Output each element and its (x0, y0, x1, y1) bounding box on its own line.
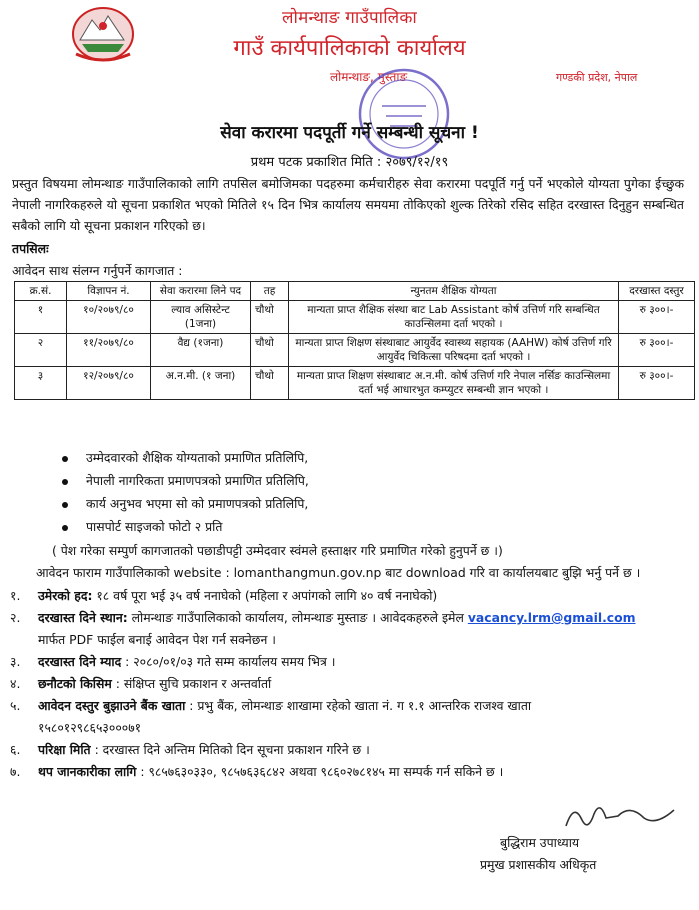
notice-title: सेवा करारमा पदपूर्ती गर्ने सम्बन्धी सूचना ! (220, 123, 479, 143)
detail-item (10, 607, 690, 651)
table-header-row (15, 282, 695, 301)
detail-item (10, 739, 690, 761)
detail-number: २. (10, 610, 21, 625)
list-item (62, 469, 309, 492)
detail-text: लोमन्थाङ गाउँपालिकाको कार्यालय, लोमन्थाङ मुस्ताङ । आवेदकहरुले इमेल (127, 610, 468, 625)
detail-number: ६. (10, 742, 21, 757)
detail-item (10, 761, 690, 783)
detail-label: छनौटको किसिम (38, 676, 112, 691)
row-fee: रु ३००।- (619, 367, 695, 400)
bullet-icon (62, 502, 68, 508)
tapsil-label: तपसिलः (12, 241, 49, 256)
table-row (15, 367, 695, 400)
row-fee: रु ३००।- (619, 301, 695, 334)
detail-label: आवेदन दस्तुर बुझाउने बैंक खाता (38, 698, 186, 713)
list-item (62, 446, 309, 469)
bullet-icon (62, 479, 68, 485)
office-name: गाउँ कार्यपालिकाको कार्यालय (233, 36, 466, 61)
table-row (15, 301, 695, 334)
row-post: वैद्य (१जना) (151, 334, 251, 367)
documents-heading: आवेदन साथ संलग्न गर्नुपर्ने कागजात : (12, 263, 183, 278)
document-text: नेपाली नागरिकता प्रमाणपत्रको प्रमाणित प्रतिलिपि, (86, 473, 309, 488)
row-qualification: मान्यता प्राप्त शिक्षण संस्थाबाट अ.न.मी. कोर्ष उत्तिर्ण गरि नेपाल नर्सिङ काउन्सिलमा दर्ता भई आधारभुत कम्प्युटर सम्बन्धी ज्ञान भएको । (289, 367, 619, 400)
attest-note: ( पेश गरेका सम्पुर्ण कागजातको पछाडीपट्टी उम्मेदवार स्वंमले हस्ताक्षर गरि प्रमाणित गरेको हुनुपर्ने छ ।) (52, 543, 503, 558)
document-text: कार्य अनुभव भएमा सो को प्रमाणपत्रको प्रतिलिपि, (86, 496, 309, 511)
posts-table (14, 281, 695, 400)
detail-text: १८ वर्ष पूरा भई ३५ वर्ष ननाघेको (महिला र अपांगको लागि ४० वर्ष ननाघेको) (92, 588, 438, 603)
detail-label: दरखास्त दिने म्याद (38, 654, 122, 669)
signatory-designation: प्रमुख प्रशासकीय अधिकृत (480, 857, 597, 872)
row-level: चौथो (251, 367, 289, 400)
municipality-name: लोमन्थाङ गाउँपालिका (281, 8, 418, 28)
email-link[interactable]: vacancy.lrm@gmail.com (467, 610, 636, 625)
row-ad-no: ११/२०७९/८० (67, 334, 151, 367)
row-ad-no: १०/२०७९/८० (67, 301, 151, 334)
header-qualification: न्युनतम शैक्षिक योग्यता (289, 282, 619, 301)
row-post: ल्याव असिस्टेन्ट (1जना) (151, 301, 251, 334)
row-level: चौथो (251, 334, 289, 367)
province-name: गण्डकी प्रदेश, नेपाल (556, 71, 638, 84)
details-list (10, 585, 690, 783)
row-serial: ३ (15, 367, 67, 400)
detail-label: थप जानकारीका लागि (38, 764, 137, 779)
header-fee: दरखास्त दस्तुर (619, 282, 695, 301)
row-post: अ.न.मी. (१ जना) (151, 367, 251, 400)
detail-text: : दरखास्त दिने अन्तिम मितिको दिन सूचना प्रकाशन गरिने छ । (90, 742, 370, 757)
posts-table-wrapper (14, 281, 695, 400)
detail-number: ४. (10, 676, 21, 691)
bullet-icon (62, 525, 68, 531)
row-qualification: मान्यता प्राप्त शिक्षण संस्थाबाट आयुर्वेद स्वास्थ्य सहायक (AAHW) कोर्ष उत्तिर्ण गरि आयुर्वेद चिकित्सा परिषदमा दर्ता भएको । (289, 334, 619, 367)
header-level: तह (251, 282, 289, 301)
detail-number: ७. (10, 764, 21, 779)
row-serial: २ (15, 334, 67, 367)
detail-text: : प्रभु बैंक, लोमन्थाङ शाखामा रहेको खाता नं. ग १.१ आन्तरिक राजश्व खाता (185, 698, 532, 713)
detail-number: ३. (10, 654, 21, 669)
header-ad-no: विज्ञापन नं. (67, 282, 151, 301)
detail-number: ५. (10, 698, 21, 713)
signatory-name: बुद्धिराम उपाध्याय (500, 835, 580, 850)
detail-item (10, 585, 690, 607)
bullet-icon (62, 456, 68, 462)
detail-item (10, 673, 690, 695)
handwritten-signature-icon (560, 796, 680, 836)
list-item (62, 492, 309, 515)
document-text: पासपोर्ट साइजको फोटो २ प्रति (86, 519, 223, 534)
district-name: लोमन्थाङ, मुस्ताङ (330, 70, 408, 84)
header-post: सेवा करारमा लिने पद (151, 282, 251, 301)
table-row (15, 334, 695, 367)
row-serial: १ (15, 301, 67, 334)
detail-label: उमेरको हद: (38, 588, 93, 603)
detail-text: : संक्षिप्त सुचि प्रकाशन र अन्तर्वार्ता (111, 676, 272, 691)
detail-label: परिक्षा मिति (38, 742, 91, 757)
publish-date: प्रथम पटक प्रकाशित मिति : २०७९/१२/१९ (250, 155, 449, 170)
row-level: चौथो (251, 301, 289, 334)
detail-item (10, 695, 690, 739)
detail-label: दरखास्त दिने स्थान: (38, 610, 128, 625)
detail-number: १. (10, 588, 21, 603)
detail-text: : ९८५७६३०३३०, ९८५७६३६८४२ अथवा ९८६०२७८१४५ मा सम्पर्क गर्न सकिने छ । (136, 764, 504, 779)
header-serial: क्र.सं. (15, 282, 67, 301)
intro-paragraph: प्रस्तुत विषयमा लोमन्थाङ गाउँपालिकाको लागि तपसिल बमोजिमका पदहरुमा कर्मचारीहरु सेवा करारमा पदपूर्ति गर्नु पर्ने भएकोले योग्यता पुगेका ईच्छुक नेपाली नागरिकहरुले यो सूचना प्रकाशित भएको मितिले १५ दिन भित्र कार्यालय समयमा तोकिएको शुल्क तिरेको रसिद सहित दरखास्त दिनुहुन सम्बन्धित सबैको लागि यो सूचना प्रकाशन गरिएको छ। (12, 176, 684, 233)
detail-text: : २०८०/०१/०३ गते सम्म कार्यालय समय भित्र । (121, 654, 336, 669)
form-note: आवेदन फाराम गाउँपालिकाको website : lomanthangmun.gov.np बाट download गरि वा कार्यालयबाट बुझि भर्नु पर्ने छ । (36, 565, 641, 580)
row-ad-no: १२/२०७९/८० (67, 367, 151, 400)
detail-item (10, 651, 690, 673)
account-number: १५८०१२९८६५३०००७१ (38, 720, 142, 735)
documents-list (62, 446, 309, 538)
detail-continuation: मार्फत PDF फाईल बनाई आवेदन पेश गर्न सक्नेछन । (38, 632, 277, 647)
row-qualification: मान्यता प्राप्त शैक्षिक संस्था बाट Lab Assistant कोर्ष उत्तिर्ण गरि सम्बन्धित काउन्सिलमा दर्ता भएको । (289, 301, 619, 334)
document-text: उम्मेदवारको शैक्षिक योग्यताको प्रमाणित प्रतिलिपि, (86, 450, 309, 465)
row-fee: रु ३००।- (619, 334, 695, 367)
list-item (62, 515, 309, 538)
